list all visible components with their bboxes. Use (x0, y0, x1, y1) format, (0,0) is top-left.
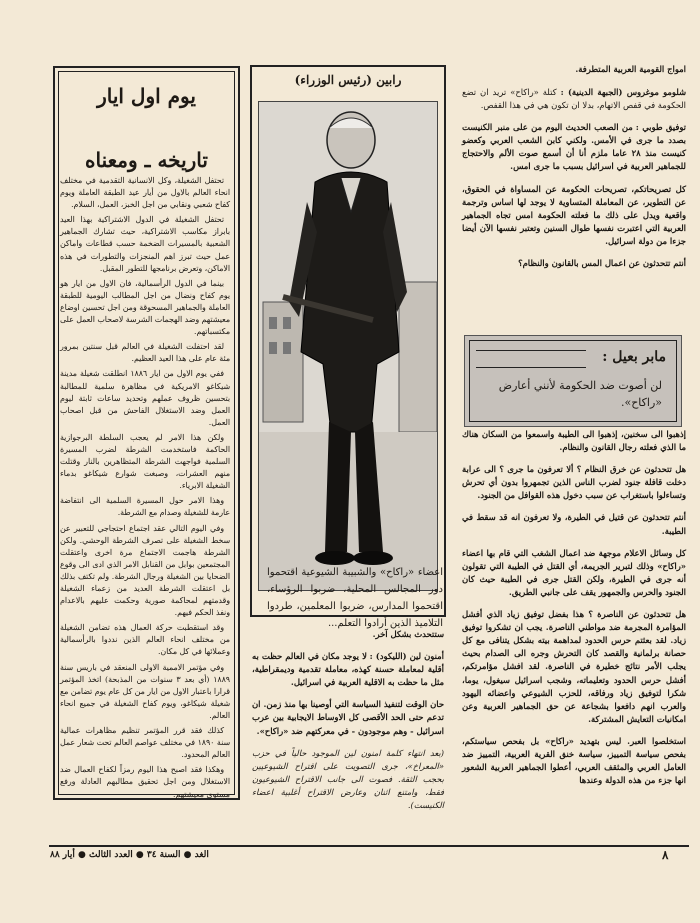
paragraph-order: هل تتحدثون عن خرق النظام ؟ ألا تعرفون ما جرى ؟ الى عرابة دخلت قافلة جنود لضرب الناس الذين تجمهروا بدون أي تحرش وتساءلوا باستغراب عن سبب دخول هذه القوافل من الجنود. (462, 464, 686, 501)
paragraph-speak-differently: ستتحدث بشكل آخر. (372, 629, 444, 639)
article-paragraph: تحتفل الشغيلة في الدول الاشتراكية بهذا العيد بابراز مكاسب الاشتراكية، حيث تشارك الجماهير الشعبية بالمسيرات الضخمة حسب قطاعات واماكن عمل حيث تبرز اهم المنجزات والتطورات في هذه الاماكن، وتعرض برنامجها للتطور المقبل. (60, 215, 230, 273)
paragraph-vote-note: (بعد انتهاء كلمة امنون لين الموجود حالياً في حزب «المعراخ»، جرى التصويت على اقتراح الشيوعيين بحجب الثقة. فصوت الى جانب الاقتراح الشيوعيون فقط، وامتنع اثنان وعارض الاقتراح أغلبية اعضاء الكنيست). (252, 747, 444, 811)
rabin-illustration (259, 102, 437, 590)
article-paragraph: تحتفل الشغيلة، وكل الانسانية التقدمية في مختلف انحاء العالم بالاول من أيار عيد الطبقة العاملة ويوم كفاح شعبي ونقابي من اجل الخبز، العمل، السلام. (60, 176, 230, 210)
paragraph-statements: كل تصريحاتكم، تصريحات الحكومة عن المساواة في الحقوق، عن التطوير، عن المعاملة المتساوية لا يوجد لها اساس وترجمة واقعية ويدل على ذلك ما فعلته الحكومة امس تجاه الجماهير العربية التي اعتبرت نفسها طوال السنين وتعتبر نفسها الآن أيضا جزءا من دولة اسرائيل. (462, 183, 686, 246)
quote-decor-line (476, 350, 586, 368)
article-paragraph: وفي اليوم التالي عقد اجتماع احتجاجي للتعبير عن سخط الشغيلة على تصرف الشرطة الوحشي. ولكن الشرطة هاجمت الاجتماع مرة اخرى واعتقلت المجتمعين بوابل من القنابل الامر الذي ادى الى وقوع الضحايا بين الشغيلة ورجال الشرطة. ولم تكتف بذلك بل اعتقلت الشرطة العديد من زعماء الشغيلة وقدمتهم لمحاكمة صورية وحكمت عليهم بالاعدام ونفذ الحكم فيهم. (60, 523, 230, 618)
right-column-top (462, 86, 686, 279)
paragraph-toubi: توفيق طوبي : من الصعب الحديث اليوم من على منبر الكنيست بصدد ما جرى في الأمس. ولكني كابن الشعب العربي وكعضو كنيست منذ ٢٨ عاما ملزم أنا أن أسمع صوت الألم والاحتجاج للجماهير العربية في اسرائيل بسبب ما جرى امس. (462, 122, 686, 172)
photo-frame (250, 65, 446, 629)
issue-info: الغد ● السنة ٣٤ ● العدد الثالث ● أيار ٨٨ (50, 850, 209, 860)
article-paragraph: بينما في الدول الرأسمالية، فان الاول من ايار هو يوم كفاح ونضال من اجل المطالب اليومية للطبقة العاملة والجماهير المسحوقة ومن اجل تحسين اوضاع معيشتهم وضد الهجمات الشرسة لاصحاب العمل على مكتسباتهم. (60, 278, 230, 337)
middle-column-text (252, 628, 444, 821)
quote-box (464, 335, 682, 427)
may-day-article (60, 175, 230, 804)
may-day-title: يوم اول ايار (97, 84, 196, 108)
page-number: ٨ (662, 848, 669, 862)
may-day-subtitle: تاريخه ـ ومعناه (85, 148, 208, 172)
paragraph-moghros: شلومو موغروس (الجبهة الدينية) : كتلة «راكاح» تريد ان تضع الحكومة في قفص الاتهام، بدلا ان تكون هي في هذا القفص. (462, 87, 686, 111)
paragraph-amnon-lin: أمنون لين (الليكود) : لا يوجد مكان في العالم حظت به أقلية لمعاملة حسنة كهذه، معاملة تقدمية وديمقراطية، مثل ما حظت به الاقلية العربية في اسرائيل. (252, 651, 444, 688)
rabin-photo (258, 101, 443, 629)
article-paragraph: وقد استقطبت حركة العمال هذه تضامن الشغيلة من مختلف انحاء العالم الذين نددوا بالرأسمالية وعملائها في كل مكان. (60, 623, 230, 657)
photo-caption: اعضاء «راكاح» والشبيبة الشيوعية اقتحموا دور المجالس المحلية، ضربوا الرؤساء، اقتحموا المدارس، ضربوا المعلمين، طردوا التلاميذ الذين أرادوا التعلم... (267, 567, 443, 629)
right-column-header: امواج القومية العربية المتطرفة. (575, 64, 686, 74)
paragraph-nazareth: هل تتحدثون عن الناصرة ؟ هذا بفضل توفيق زياد الذي أفشل المؤامرة المجرمة ضد مواطني الناصرة. يجب ان تشكروا توفيق زياد. لقد بعثتم حرس الحدود لمداهمة بيته بشكل يتنافى مع كل حصانة برلمانية والقصد كان التحرش وجره الى الصدام بحيث يجلب الأمر نتائج خطيرة في الناصرة. لقد افشل مؤامرتكم، أفشل حرس الحدود وتعليماته، وشجب اسرائيل سيغول، يوما، شكرا لتوفيق زياد ورفاقه، للحزب الشيوعي واعضائه اليهود والعرب انهم دافعوا بشجاعة عن حق الجماهير العربية وعن امكانيات التعايش المشتركة. (462, 609, 686, 724)
photo-title: رابين (رئيس الوزراء) (294, 73, 402, 87)
article-paragraph: لقد احتفلت الشغيلة في العالم قبل سنتين بمرور مئة عام على هذا العيد العظيم. (60, 342, 230, 364)
paragraph-tira: أنتم تتحدثون عن قتيل في الطيرة، ولا تعرفون انه قد سقط في الطيبة. (462, 512, 686, 536)
article-paragraph: كذلك فقد قرر المؤتمر تنظيم مظاهرات عمالية سنة ١٨٩٠ في مختلف عواصم العالم تحت شعار عمل العالم المحدود. (60, 726, 230, 760)
article-paragraph: ولكن هذا الامر لم يعجب السلطة البرجوازية الحاكمة فاستخدمت الشرطة لضرب المسيرة السلمية فواجهت الشرطة المتظاهرين بالنار وقتلت منهم العشرات، وصبغت شوارع شيكاغو بدماء الشغيلة الابرياء. (60, 432, 230, 491)
footer-rule (49, 845, 689, 847)
article-paragraph: ففي يوم الاول من ايار ١٨٨٦ انطلقت شغيلة مدينة شيكاغو الامريكية في مظاهرة سلمية للمطالبة بتحسين ظروف عملهم وتحديد ساعات ثابتة ليوم العمل وضد الاستغلال الفاحش من قبل اصحاب العمل. (60, 369, 230, 427)
paragraph-lessons: استخلصوا العبر. ليس بتهديد «راكاح» بل بفحص سياستكم، بفحص سياسة التمييز، سياسة خنق القرية العربية، التمييز ضد العامل العربي والمثقف العربي، أعطوا الجماهير العربية الشعور انها جزء من هذه الدولة وعندها (462, 735, 686, 786)
paragraph-question: أنتم تتحدثون عن اعمال المس بالقانون والنظام؟ (518, 258, 686, 269)
article-paragraph: وفي مؤتمر الاممية الاولى المنعقد في باريس سنة ١٨٨٩ (أي بعد ٣ سنوات من المذبحة) اتخذ المؤتمر قرارا باعتبار الاول من ايار من كل عام يوم تضامن مع شغيلة شيكاغو، ويوم كفاح الشغيلة في جميع انحاء العالم. (60, 662, 230, 720)
article-paragraph: وهكذا فقد اصبح هذا اليوم رمزاً لكفاح العمال ضد الاستغلال ومن اجل تحقيق مطالبهم العادلة ورفع مستوى معيشتهم. (60, 765, 230, 799)
quote-speaker: مابر بعيل : (602, 349, 666, 365)
quote-text: لن أصوت ضد الحكومة لأنني أعارض «راكاح». (498, 379, 662, 409)
quote-box-inner (469, 340, 677, 422)
article-paragraph: وهذا الامر حول المسيرة السلمية الى انتفاضة عارمة للشغيلة وصدام مع الشرطة. (60, 496, 230, 518)
paragraph-go-sakhnin: إذهبوا الى سخنين، إذهبوا الى الطيبة واسمعوا من السكان هناك ما الذي فعلته رجال القانون والنظام. (462, 429, 686, 453)
right-column-bottom (462, 428, 686, 796)
paragraph-policy: حان الوقت لتنفيذ السياسة التي أوصينا بها منذ زمن. ان تدعم حتى الحد الأقصى كل الاوساط الايجابية بين عرب اسرائيل - وهم موجودون - في معركتهم ضد «راكاح». (252, 699, 444, 736)
paragraph-media: كل وسائل الاعلام موجهة ضد اعمال الشغب التي قام بها اعضاء «راكاح» وذلك لتبرير الجريمة، أي القتل في الطيبة التي تقولون أنه جرى في الطيرة، ولكن القتل جرى في الطيبة حيث كان الجنود والحرس والجمهور يقف على جانبي الطريق. (462, 547, 686, 597)
